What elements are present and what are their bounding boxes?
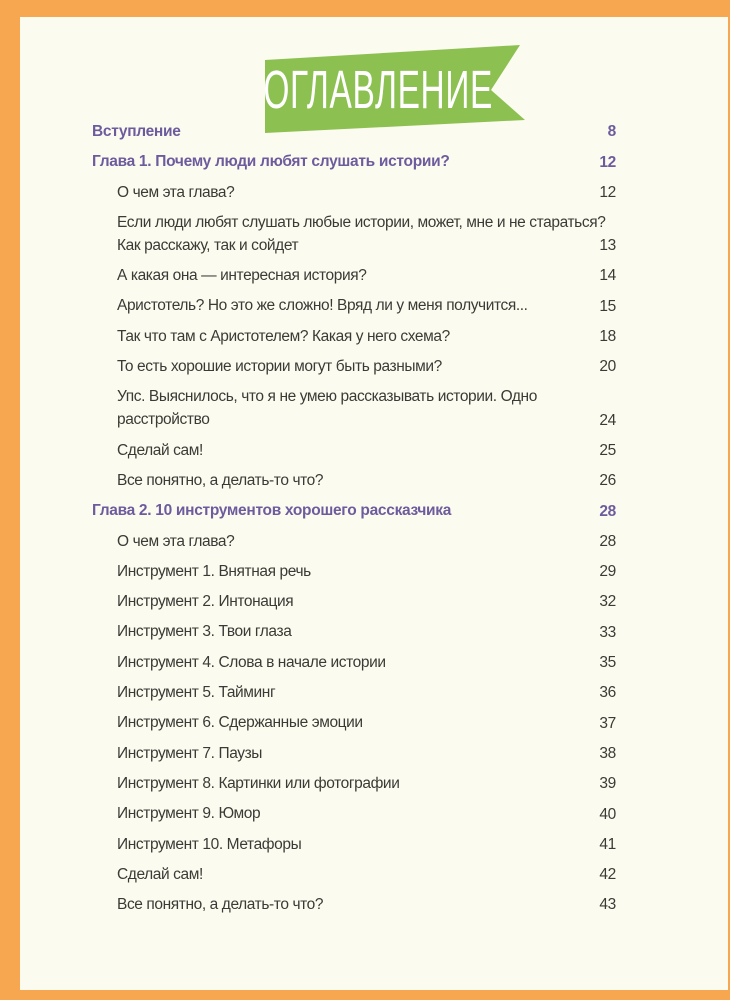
toc-entry-title: Аристотель? Но это же сложно! Вряд ли у меня получится... <box>117 297 528 315</box>
toc-entry-page-number: 28 <box>599 502 616 520</box>
toc-entry-title: Глава 2. 10 инструментов хорошего рассказчика <box>92 502 452 520</box>
toc-entry-title: Инструмент 9. Юмор <box>117 805 261 823</box>
toc-entry-title: О чем эта глава? <box>117 183 235 201</box>
toc-entry-title: Инструмент 4. Слова в начале истории <box>117 653 386 671</box>
toc-entry-page-number: 12 <box>599 153 616 171</box>
toc-entry-title: Все понятно, а делать-то что? <box>117 896 324 914</box>
toc-entry-page-number: 43 <box>599 896 616 914</box>
toc-entry-page-number: 29 <box>599 563 616 581</box>
toc-entry[interactable] <box>0 205 730 258</box>
toc-entry-page-number: 8 <box>607 123 616 141</box>
toc-entry-title: Все понятно, а делать-то что? <box>117 471 324 489</box>
toc-entry-page-number: 12 <box>599 183 616 201</box>
toc-entry-title: Сделай сам! <box>117 865 203 883</box>
toc-entry-page-number: 13 <box>599 237 616 255</box>
toc-entry-page-number: 18 <box>599 328 616 346</box>
table-of-contents <box>0 114 730 917</box>
toc-entry-page-number: 25 <box>599 441 616 459</box>
toc-entry-page-number: 41 <box>599 835 616 853</box>
toc-entry-title: Инструмент 1. Внятная речь <box>117 562 311 580</box>
toc-entry-title: Сделай сам! <box>117 441 203 459</box>
toc-entry[interactable] <box>0 258 730 288</box>
toc-entry[interactable] <box>0 645 730 675</box>
toc-entry-title: Инструмент 3. Твои глаза <box>117 623 292 641</box>
toc-entry[interactable] <box>0 736 730 766</box>
toc-chapter-entry[interactable] <box>0 144 730 174</box>
toc-entry[interactable] <box>0 796 730 826</box>
toc-entry[interactable] <box>0 379 730 432</box>
toc-entry-page-number: 42 <box>599 866 616 884</box>
toc-entry-page-number: 37 <box>599 714 616 732</box>
toc-entry[interactable] <box>0 433 730 463</box>
toc-entry-title: Инструмент 8. Картинки или фотографии <box>117 774 400 792</box>
toc-entry-page-number: 32 <box>599 593 616 611</box>
toc-entry-title: Инструмент 2. Интонация <box>117 593 294 611</box>
toc-entry-page-number: 28 <box>599 532 616 550</box>
toc-entry-title: Если люди любят слушать любые истории, может, мне и не стараться? Как расскажу, так и сойдет <box>117 213 606 254</box>
toc-entry-page-number: 15 <box>599 297 616 315</box>
toc-entry[interactable] <box>0 614 730 644</box>
toc-entry[interactable] <box>0 463 730 493</box>
toc-entry-page-number: 39 <box>599 775 616 793</box>
page-title-text: ОГЛАВЛЕНИЕ <box>263 60 493 120</box>
toc-entry-page-number: 40 <box>599 805 616 823</box>
toc-entry[interactable] <box>0 175 730 205</box>
toc-entry-title: То есть хорошие истории могут быть разными? <box>117 358 442 376</box>
toc-entry[interactable] <box>0 887 730 917</box>
toc-entry-page-number: 24 <box>599 411 616 429</box>
toc-chapter-entry[interactable] <box>0 493 730 523</box>
toc-entry-title: Так что там с Аристотелем? Какая у него схема? <box>117 327 450 345</box>
toc-entry-page-number: 36 <box>599 684 616 702</box>
toc-entry-page-number: 33 <box>599 623 616 641</box>
toc-entry[interactable] <box>0 319 730 349</box>
toc-entry-title: Глава 1. Почему люди любят слушать истории? <box>92 153 450 171</box>
toc-entry-title: Инструмент 6. Сдержанные эмоции <box>117 714 363 732</box>
toc-entry-page-number: 35 <box>599 654 616 672</box>
toc-entry[interactable] <box>0 827 730 857</box>
toc-entry[interactable] <box>0 524 730 554</box>
toc-entry-title: Инструмент 5. Тайминг <box>117 684 276 702</box>
toc-entry-page-number: 14 <box>599 267 616 285</box>
toc-entry[interactable] <box>0 705 730 735</box>
toc-entry-page-number: 20 <box>599 358 616 376</box>
toc-entry-page-number: 38 <box>599 744 616 762</box>
toc-entry-title: О чем эта глава? <box>117 532 235 550</box>
toc-entry[interactable] <box>0 766 730 796</box>
toc-entry[interactable] <box>0 857 730 887</box>
toc-entry[interactable] <box>0 554 730 584</box>
toc-entry-title: Упс. Выяснилось, что я не умею рассказывать истории. Одно расстройство <box>117 388 537 429</box>
toc-entry[interactable] <box>0 584 730 614</box>
toc-entry-title: А какая она — интересная история? <box>117 267 367 285</box>
toc-entry[interactable] <box>0 675 730 705</box>
toc-entry-title: Вступление <box>92 123 181 140</box>
toc-entry-title: Инструмент 7. Паузы <box>117 744 263 762</box>
toc-entry-page-number: 26 <box>599 472 616 490</box>
toc-entry[interactable] <box>0 288 730 318</box>
toc-entry-title: Инструмент 10. Метафоры <box>117 835 302 853</box>
toc-entry[interactable] <box>0 349 730 379</box>
toc-chapter-entry[interactable] <box>0 114 730 144</box>
